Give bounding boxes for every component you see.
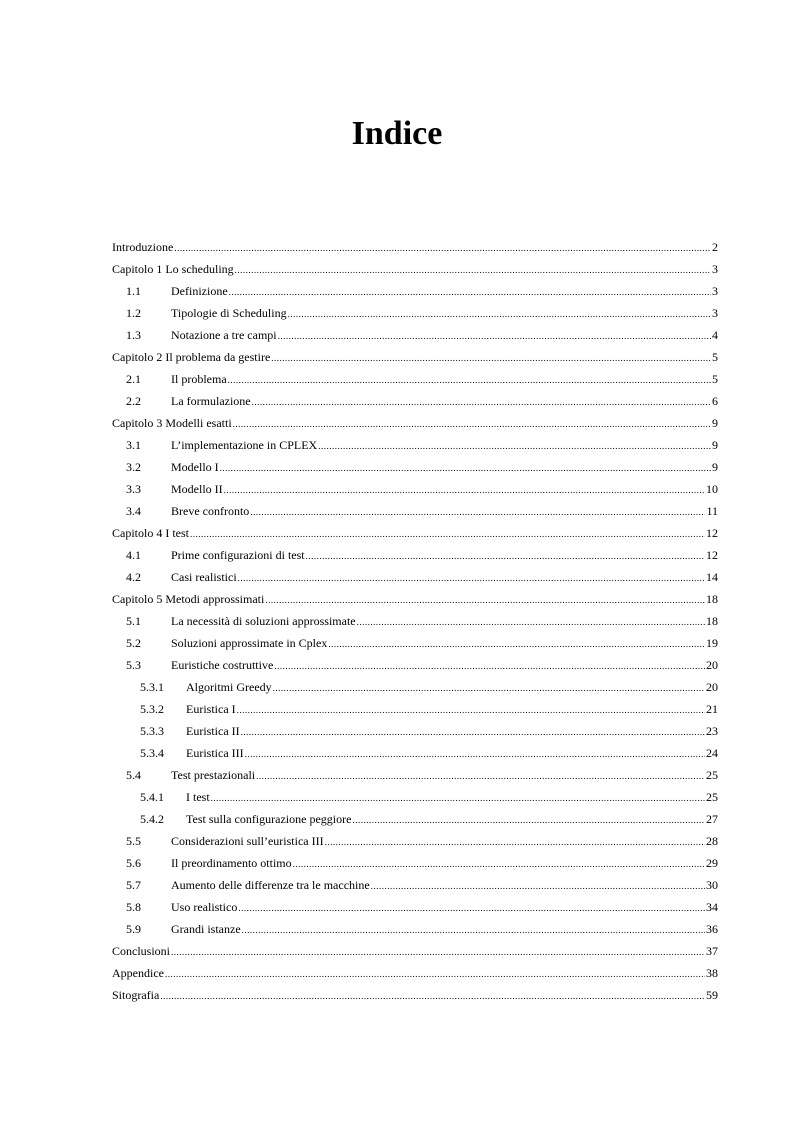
- toc-entry-number: 1.2: [126, 306, 141, 320]
- toc-dot-leader: [233, 413, 711, 435]
- toc-entry-page-number: 18: [706, 614, 718, 628]
- toc-dot-leader: [274, 655, 705, 677]
- toc-entry-page-number: 14: [706, 570, 718, 584]
- toc-dot-leader: [237, 699, 705, 721]
- toc-dot-leader: [265, 589, 705, 611]
- toc-entry-label: Test sulla configurazione peggiore: [186, 812, 352, 826]
- toc-dot-leader: [357, 611, 705, 633]
- toc-entry-page-number: 59: [706, 988, 718, 1002]
- toc-entry-page-number: 9: [712, 438, 718, 452]
- toc-dot-leader: [352, 809, 705, 831]
- toc-dot-leader: [306, 545, 705, 567]
- toc-entry-number: 3.2: [126, 460, 141, 474]
- toc-entry-number: 5.3.3: [140, 724, 164, 738]
- toc-entry-label: Conclusioni: [112, 944, 171, 958]
- toc-entry-number: 5.3.2: [140, 702, 164, 716]
- toc-entry-label: Tipologie di Scheduling: [171, 306, 287, 320]
- toc-entry-page-number: 38: [706, 966, 718, 980]
- toc-entry-number: 5.3: [126, 658, 141, 672]
- toc-entry[interactable]: [112, 302, 718, 324]
- toc-entry[interactable]: [112, 654, 718, 676]
- toc-entry[interactable]: [112, 544, 718, 566]
- toc-entry-page-number: 18: [706, 592, 718, 606]
- toc-dot-leader: [174, 237, 711, 259]
- toc-entry-page-number: 24: [706, 746, 718, 760]
- toc-entry[interactable]: [112, 918, 718, 940]
- toc-entry[interactable]: [112, 478, 718, 500]
- toc-entry-number: 4.2: [126, 570, 141, 584]
- toc-dot-leader: [371, 875, 705, 897]
- toc-dot-leader: [220, 457, 711, 479]
- toc-entry-page-number: 20: [706, 680, 718, 694]
- toc-dot-leader: [278, 325, 711, 347]
- toc-entry-number: 5.7: [126, 878, 141, 892]
- toc-entry-page-number: 11: [706, 504, 718, 518]
- toc-dot-leader: [250, 501, 705, 523]
- toc-entry[interactable]: [112, 500, 718, 522]
- toc-entry-label: I test: [186, 790, 210, 804]
- toc-entry[interactable]: [112, 984, 718, 1006]
- toc-entry-page-number: 12: [706, 526, 718, 540]
- toc-entry[interactable]: [112, 434, 718, 456]
- toc-entry[interactable]: [112, 346, 718, 368]
- toc-entry[interactable]: [112, 786, 718, 808]
- toc-entry[interactable]: [112, 280, 718, 302]
- toc-entry-number: 5.2: [126, 636, 141, 650]
- toc-dot-leader: [242, 919, 705, 941]
- toc-entry[interactable]: [112, 236, 718, 258]
- toc-dot-leader: [229, 281, 711, 303]
- toc-entry-page-number: 10: [706, 482, 718, 496]
- toc-entry-page-number: 9: [712, 460, 718, 474]
- toc-entry-page-number: 37: [706, 944, 718, 958]
- toc-entry-label: Casi realistici: [171, 570, 237, 584]
- toc-entry[interactable]: [112, 764, 718, 786]
- toc-entry-number: 4.1: [126, 548, 141, 562]
- toc-entry-page-number: 19: [706, 636, 718, 650]
- toc-entry[interactable]: [112, 962, 718, 984]
- toc-entry[interactable]: [112, 830, 718, 852]
- toc-entry-page-number: 25: [706, 768, 718, 782]
- toc-entry[interactable]: [112, 808, 718, 830]
- toc-dot-leader: [211, 787, 705, 809]
- toc-dot-leader: [241, 721, 705, 743]
- toc-entry-number: 3.3: [126, 482, 141, 496]
- toc-entry-label: Capitolo 3 Modelli esatti: [112, 416, 232, 430]
- toc-entry-page-number: 28: [706, 834, 718, 848]
- toc-entry-number: 2.1: [126, 372, 141, 386]
- toc-dot-leader: [160, 985, 705, 1007]
- toc-dot-leader: [288, 303, 711, 325]
- toc-entry-label: Breve confronto: [171, 504, 250, 518]
- toc-entry[interactable]: [112, 676, 718, 698]
- page-title: Indice: [351, 115, 443, 152]
- toc-entry[interactable]: [112, 390, 718, 412]
- toc-entry-number: 5.4.2: [140, 812, 164, 826]
- toc-entry-label: L’implementazione in CPLEX: [171, 438, 318, 452]
- toc-dot-leader: [224, 479, 705, 501]
- toc-entry-label: Euristica II: [186, 724, 240, 738]
- toc-dot-leader: [235, 259, 711, 281]
- toc-entry-page-number: 3: [712, 262, 718, 276]
- toc-entry-page-number: 30: [706, 878, 718, 892]
- toc-dot-leader: [228, 369, 711, 391]
- toc-entry[interactable]: [112, 632, 718, 654]
- toc-entry-page-number: 6: [712, 394, 718, 408]
- toc-entry-label: La formulazione: [171, 394, 251, 408]
- toc-dot-leader: [328, 633, 705, 655]
- toc-entry-label: Appendice: [112, 966, 164, 980]
- toc-entry-label: Aumento delle differenze tra le macchine: [171, 878, 370, 892]
- toc-entry[interactable]: [112, 698, 718, 720]
- toc-entry[interactable]: [112, 566, 718, 588]
- toc-dot-leader: [238, 897, 705, 919]
- toc-entry-label: Capitolo 4 I test: [112, 526, 189, 540]
- toc-entry-number: 5.3.1: [140, 680, 164, 694]
- toc-entry[interactable]: [112, 456, 718, 478]
- table-of-contents: [112, 236, 718, 1006]
- toc-dot-leader: [256, 765, 705, 787]
- toc-entry-number: 2.2: [126, 394, 141, 408]
- toc-dot-leader: [293, 853, 705, 875]
- toc-entry-number: 5.4: [126, 768, 141, 782]
- toc-entry-page-number: 20: [706, 658, 718, 672]
- toc-entry[interactable]: [112, 412, 718, 434]
- toc-entry-label: Introduzione: [112, 240, 174, 254]
- toc-entry-label: Modello II: [171, 482, 223, 496]
- toc-entry-number: 5.9: [126, 922, 141, 936]
- toc-entry[interactable]: [112, 874, 718, 896]
- toc-dot-leader: [318, 435, 711, 457]
- toc-dot-leader: [271, 347, 711, 369]
- toc-dot-leader: [171, 941, 705, 963]
- toc-entry-page-number: 4: [712, 328, 718, 342]
- toc-entry-label: Euristica III: [186, 746, 244, 760]
- toc-entry-label: Il preordinamento ottimo: [171, 856, 292, 870]
- toc-entry-label: Modello I: [171, 460, 219, 474]
- toc-entry-number: 5.6: [126, 856, 141, 870]
- toc-entry-number: 5.3.4: [140, 746, 164, 760]
- toc-entry-label: Considerazioni sull’euristica III: [171, 834, 324, 848]
- toc-entry-page-number: 29: [706, 856, 718, 870]
- toc-entry[interactable]: [112, 368, 718, 390]
- toc-entry-page-number: 9: [712, 416, 718, 430]
- toc-entry-label: Notazione a tre campi: [171, 328, 277, 342]
- toc-dot-leader: [238, 567, 705, 589]
- toc-entry-number: 5.1: [126, 614, 141, 628]
- toc-entry[interactable]: [112, 588, 718, 610]
- toc-entry-label: Capitolo 5 Metodi approssimati: [112, 592, 265, 606]
- toc-entry-label: Grandi istanze: [171, 922, 241, 936]
- toc-entry[interactable]: [112, 852, 718, 874]
- toc-entry-label: Prime configurazioni di test: [171, 548, 305, 562]
- toc-entry-number: 5.4.1: [140, 790, 164, 804]
- toc-entry[interactable]: [112, 742, 718, 764]
- toc-entry-label: Capitolo 1 Lo scheduling: [112, 262, 234, 276]
- toc-entry[interactable]: [112, 896, 718, 918]
- toc-entry-label: Uso realistico: [171, 900, 238, 914]
- toc-entry-page-number: 12: [706, 548, 718, 562]
- toc-entry-number: 5.8: [126, 900, 141, 914]
- toc-entry-label: Capitolo 2 Il problema da gestire: [112, 350, 271, 364]
- toc-dot-leader: [325, 831, 705, 853]
- toc-entry-label: Definizione: [171, 284, 228, 298]
- toc-entry-page-number: 34: [706, 900, 718, 914]
- toc-dot-leader: [273, 677, 705, 699]
- toc-entry-page-number: 21: [706, 702, 718, 716]
- toc-entry-label: Il problema: [171, 372, 227, 386]
- toc-entry-page-number: 2: [712, 240, 718, 254]
- toc-entry-number: 3.4: [126, 504, 141, 518]
- toc-entry-page-number: 5: [712, 350, 718, 364]
- toc-entry-label: Algoritmi Greedy: [186, 680, 272, 694]
- toc-entry-label: Soluzioni approssimate in Cplex: [171, 636, 328, 650]
- toc-entry-number: 5.5: [126, 834, 141, 848]
- toc-entry[interactable]: [112, 324, 718, 346]
- toc-entry-label: Test prestazionali: [171, 768, 256, 782]
- toc-entry-page-number: 25: [706, 790, 718, 804]
- toc-entry[interactable]: [112, 258, 718, 280]
- toc-entry[interactable]: [112, 522, 718, 544]
- toc-entry-page-number: 3: [712, 306, 718, 320]
- toc-entry-page-number: 36: [706, 922, 718, 936]
- toc-dot-leader: [165, 963, 705, 985]
- toc-entry-number: 3.1: [126, 438, 141, 452]
- toc-entry-page-number: 5: [712, 372, 718, 386]
- toc-entry-label: Euristica I: [186, 702, 236, 716]
- toc-dot-leader: [252, 391, 711, 413]
- toc-entry-page-number: 23: [706, 724, 718, 738]
- toc-entry-label: La necessità di soluzioni approssimate: [171, 614, 356, 628]
- toc-dot-leader: [245, 743, 705, 765]
- toc-entry-number: 1.3: [126, 328, 141, 342]
- toc-dot-leader: [190, 523, 705, 545]
- toc-entry-label: Sitografia: [112, 988, 160, 1002]
- toc-entry-label: Euristiche costruttive: [171, 658, 274, 672]
- toc-entry[interactable]: [112, 720, 718, 742]
- toc-entry-number: 1.1: [126, 284, 141, 298]
- toc-entry-page-number: 3: [712, 284, 718, 298]
- toc-entry-page-number: 27: [706, 812, 718, 826]
- toc-entry[interactable]: [112, 610, 718, 632]
- toc-entry[interactable]: [112, 940, 718, 962]
